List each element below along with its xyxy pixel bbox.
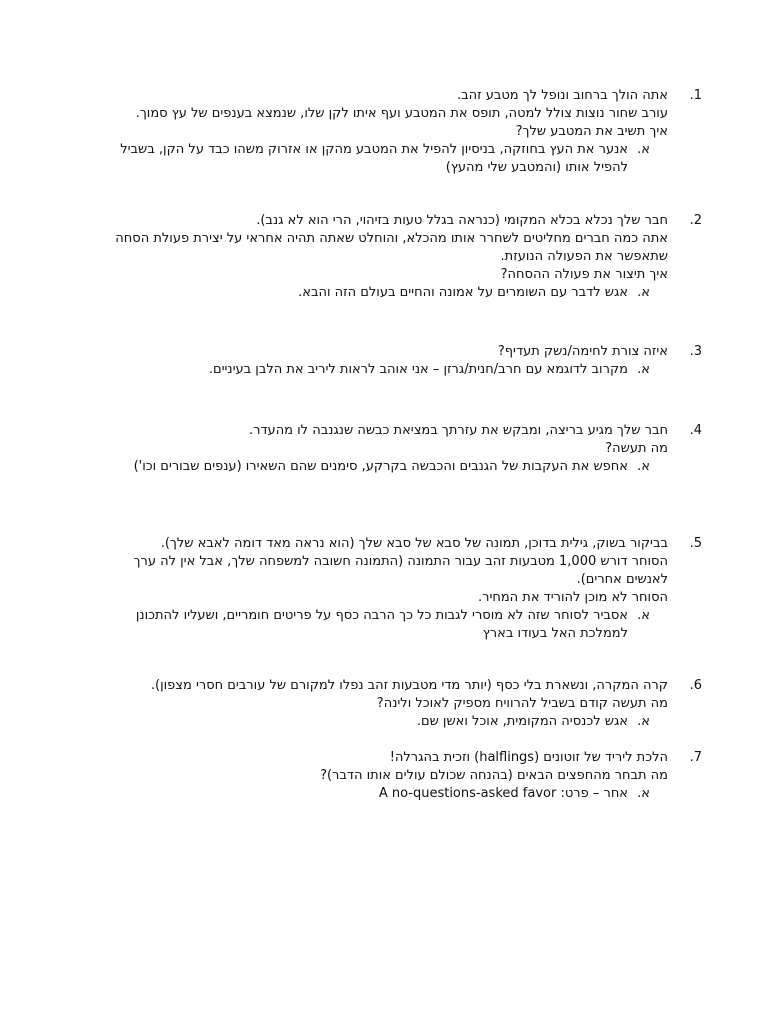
answer	[110, 458, 668, 476]
answer-text: אחר – פרט: A no-questions-asked favor	[378, 786, 628, 801]
question-4	[110, 422, 702, 476]
question-line: איך תשיב את המטבע שלך?	[515, 124, 668, 139]
question-number: 3.	[689, 344, 702, 359]
answer	[110, 141, 668, 177]
answer	[110, 361, 668, 379]
question-3	[110, 343, 702, 379]
question-line: חבר שלך מגיע בריצה, ומבקש את עזרתך במציאת כבשה שנגנבה לו מהעדר.	[248, 423, 668, 438]
question-number: 4.	[689, 423, 702, 438]
answer-text: אחפש את העקבות של הגנבים והכבשה בקרקע, סימנים שהם השאירו (ענפים שבורים וכו')	[133, 459, 628, 474]
question-number: 1.	[689, 88, 702, 103]
question-line: חבר שלך נכלא בכלא המקומי (כנראה בגלל טעות בזיהוי, הרי הוא לא גנב).	[256, 213, 668, 228]
answer-label: א.	[637, 142, 650, 157]
question-5	[110, 535, 702, 643]
question-number: 5.	[689, 536, 702, 551]
answer	[110, 785, 668, 803]
answer-label: א.	[637, 285, 650, 300]
answer-text: אסביר לסוחר שזה לא מוסרי לגבות כל כך הרבה כסף על פריטים חומריים, ושעליו להתכונן לממלכת האל בעודו בארץ	[135, 608, 628, 641]
question-line: איזה צורת לחימה/נשק תעדיף?	[497, 344, 668, 359]
question-2	[110, 212, 702, 302]
question-line: אתה הולך ברחוב ונופל לך מטבע זהב.	[456, 88, 668, 103]
question-line: מה תעשה קודם בשביל להרוויח מספיק לאוכל ולינה?	[376, 696, 668, 711]
question-1	[110, 87, 702, 177]
question-line: מה תבחר מהחפצים הבאים (בהנחה שכולם עולים אותו הדבר)?	[320, 768, 668, 783]
question-line: מה תעשה?	[605, 441, 668, 456]
question-line: איך תיצור את פעולה ההסחה?	[500, 267, 668, 282]
question-line: אתה כמה חברים מחליטים לשחרר אותו מהכלא, והוחלט שאתה תהיה אחראי על יצירת פעולת הסחה שתאפשר את הפעולה הנועזת.	[115, 231, 668, 264]
answer-label: א.	[637, 362, 650, 377]
answer	[110, 607, 668, 643]
answer-label: א.	[637, 459, 650, 474]
answer-text: מקרוב לדוגמא עם חרב/חנית/גרזן – אני אוהב לראות ליריב את הלבן בעיניים.	[208, 362, 628, 377]
answer-text: אנער את העץ בחוזקה, בניסיון להפיל את המטבע מהקן או אזרוק משהו כבד על הקן, בשביל להפיל אותו (והמטבע שלי מהעץ)	[120, 142, 628, 175]
question-line: בביקור בשוק, גילית בדוכן, תמונה של סבא של סבא שלך (הוא נראה מאד דומה לאבא שלך).	[160, 536, 668, 551]
question-7	[110, 749, 702, 803]
question-6	[110, 677, 702, 731]
answer-text: אגש לכנסיה המקומית, אוכל ואשן שם.	[416, 714, 628, 729]
question-line: עורב שחור נוצות צולל למטה, תופס את המטבע ועף איתו לקן שלו, שנמצא בענפים של עץ סמוך.	[135, 106, 668, 121]
question-number: 6.	[689, 678, 702, 693]
question-line: הסוחר דורש 1,000 מטבעות זהב עבור התמונה (התמונה חשובה למשפחה שלך, אבל אין לה ערך לאנשים אחרים).	[133, 554, 668, 587]
question-number: 7.	[689, 750, 702, 765]
answer-label: א.	[637, 608, 650, 623]
answer	[110, 284, 668, 302]
question-line: הסוחר לא מוכן להוריד את המחיר.	[477, 590, 668, 605]
question-line: הלכת ליריד של זוטונים (halflings) וזכית בהגרלה!	[389, 750, 668, 765]
answer-label: א.	[637, 786, 650, 801]
question-number: 2.	[689, 213, 702, 228]
question-line: קרה המקרה, ונשארת בלי כסף (יותר מדי מטבעות זהב נפלו למקורם של עורבים חסרי מצפון).	[150, 678, 668, 693]
answer	[110, 713, 668, 731]
answer-text: אגש לדבר עם השומרים על אמונה והחיים בעולם הזה והבא.	[298, 285, 628, 300]
answer-label: א.	[637, 714, 650, 729]
